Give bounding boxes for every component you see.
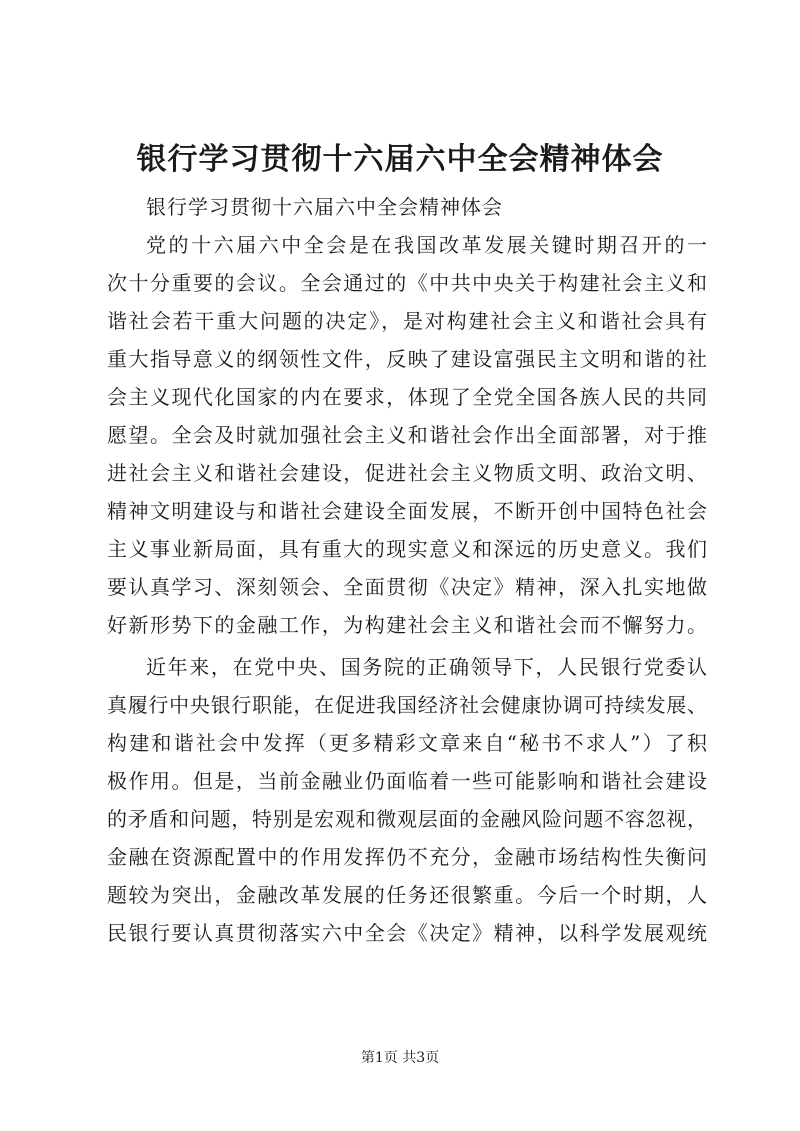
paragraph-2-line-6: 金融在资源配置中的作用发挥仍不充分，金融市场结构性失衡问	[107, 845, 707, 869]
paragraph-1-line-4: 重大指导意义的纲领性文件，反映了建设富强民主文明和谐的社	[107, 347, 707, 371]
paragraph-1-line-3: 谐社会若干重大问题的决定》，是对构建社会主义和谐社会具有	[107, 309, 707, 333]
paragraph-1-line-7: 进社会主义和谐社会建设，促进社会主义物质文明、政治文明、	[107, 461, 707, 485]
paragraph-2-line-7: 题较为突出，金融改革发展的任务还很繁重。今后一个时期，人	[107, 883, 707, 907]
paragraph-2-line-3: 构建和谐社会中发挥（更多精彩文章来自“秘书不求人”）了积	[107, 731, 707, 755]
paragraph-1-line-2: 次十分重要的会议。全会通过的《中共中央关于构建社会主义和	[107, 271, 707, 295]
document-title: 银行学习贯彻十六届六中全会精神体会	[136, 142, 664, 177]
paragraph-1-line-9: 主义事业新局面，具有重大的现实意义和深远的历史意义。我们	[107, 537, 707, 561]
paragraph-1-line-10: 要认真学习、深刻领会、全面贯彻《决定》精神，深入扎实地做	[107, 575, 707, 599]
document-subtitle: 银行学习贯彻十六届六中全会精神体会	[146, 195, 503, 219]
paragraph-2-line-5: 的矛盾和问题，特别是宏观和微观层面的金融风险问题不容忽视，	[107, 807, 707, 831]
paragraph-2-line-1: 近年来，在党中央、国务院的正确领导下，人民银行党委认	[146, 655, 707, 679]
paragraph-1-line-5: 会主义现代化国家的内在要求，体现了全党全国各族人民的共同	[107, 385, 707, 409]
paragraph-1-line-8: 精神文明建设与和谐社会建设全面发展，不断开创中国特色社会	[107, 499, 707, 523]
paragraph-2-line-8: 民银行要认真贯彻落实六中全会《决定》精神，以科学发展观统	[107, 921, 707, 945]
paragraph-1-line-11: 好新形势下的金融工作，为构建社会主义和谐社会而不懈努力。	[107, 613, 707, 637]
page-footer: 第1页 共3页	[360, 1050, 440, 1066]
paragraph-1-line-1: 党的十六届六中全会是在我国改革发展关键时期召开的一	[146, 233, 707, 257]
paragraph-2-line-4: 极作用。但是，当前金融业仍面临着一些可能影响和谐社会建设	[107, 769, 707, 793]
paragraph-2-line-2: 真履行中央银行职能，在促进我国经济社会健康协调可持续发展、	[107, 693, 707, 717]
paragraph-1-line-6: 愿望。全会及时就加强社会主义和谐社会作出全面部署，对于推	[107, 423, 707, 447]
